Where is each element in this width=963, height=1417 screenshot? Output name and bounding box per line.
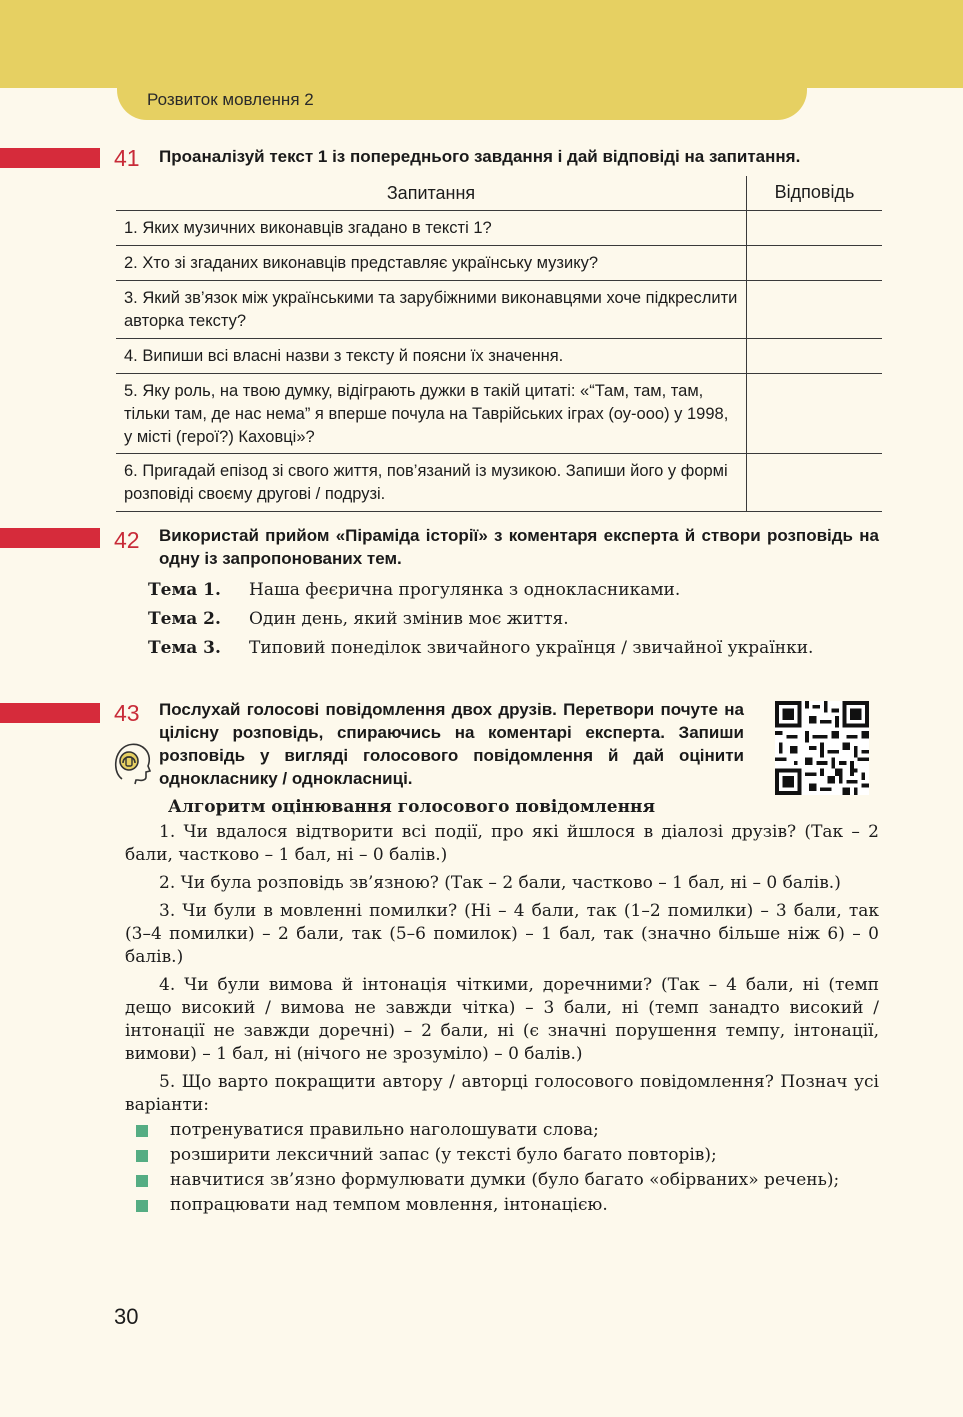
option-text: попрацювати над темпом мовлення, інтонацією. [170,1195,608,1215]
page-number: 30 [114,1304,139,1329]
criterion-item: 5. Що варто покращити автору / авторці голосового повідомлення? Познач усі варіанти: [125,1072,879,1115]
table-row [116,374,882,454]
task-43-number: 43 [114,700,140,726]
question-cell: 1. Яких музичних виконавців згадано в тексті 1? [124,219,492,237]
algorithm-body [125,821,879,1219]
headphones-icon [112,739,152,785]
answer-cell [746,454,882,511]
table-row [116,454,882,512]
bullet-square-icon [136,1125,148,1137]
option-text: навчитися зв’язно формулювати думки (було багато «обірваних» речень); [170,1170,840,1190]
questions-table [116,176,882,512]
task-42-marker [0,528,100,548]
question-cell: 4. Випиши всі власні назви з тексту й поясни їх значення. [124,347,564,365]
criterion-item: 2. Чи була розповідь зв’язною? (Так – 2 бали, частково – 1 бал, ні – 0 балів.) [159,873,841,893]
header-band [0,0,963,88]
bullet-square-icon [136,1175,148,1187]
question-cell: 3. Який зв’язок між українськими та зарубіжними виконавцями хоче підкреслити авторка тексту? [124,289,738,330]
task-43-marker [0,703,100,723]
answer-cell [746,246,882,280]
question-cell: 5. Яку роль, на твою думку, відіграють дужки в такій цитаті: «“Там, там, там, тільки там, де нас нема” я вперше почула на Таврійських іграх (оу-ооо) у 1998, у місті (герої?) Каховці»? [124,382,729,446]
options-list [125,1119,879,1217]
bullet-square-icon [136,1200,148,1212]
topic-text: Один день, який змінив моє життя. [249,609,569,629]
table-header-row [116,176,882,211]
task-41-marker [0,148,100,168]
answer-cell [746,211,882,245]
option-text: потренуватися правильно наголошувати слова; [170,1120,599,1140]
option-item [125,1169,879,1192]
option-text: розширити лексичний запас (у тексті було багато повторів); [170,1145,717,1165]
algorithm-title: Алгоритм оцінювання голосового повідомлення [168,797,656,817]
table-row [116,281,882,339]
topic-item [148,636,880,660]
table-row [116,211,882,246]
answer-cell [746,339,882,373]
task-43-title: Послухай голосові повідомлення двох друзів. Перетвори почуте на цілісну розповідь, спираючись на коментарі експерта. Запиши розповідь у вигляді голосового повідомлення й дай оцінити однокласнику / однокласниці. [159,700,744,788]
task-41-number: 41 [114,145,140,171]
topics-list [148,578,880,665]
topic-item [148,607,880,631]
option-item [125,1194,879,1217]
bullet-square-icon [136,1150,148,1162]
criterion-item: 4. Чи були вимова й інтонація чіткими, доречними? (Так – 4 бали, ні (темп дещо високий / вимова не завжди чітка) – 3 бали, ні (темп занадто високий / інтонації не завжди доречні) – 2 бали, ні (є значні порушення темпу, інтонації, вимови) – 1 бал, ні (нічого не зрозуміло) – 0 балів.) [125,975,879,1064]
task-42-number: 42 [114,527,140,553]
section-header [117,80,807,120]
task-41-title: Проаналізуй текст 1 із попереднього завдання і дай відповіді на запитання. [159,147,801,166]
topic-label: Тема 3. [148,638,221,658]
criterion-item: 1. Чи вдалося відтворити всі події, про які йшлося в діалозі друзів? (Так – 2 бали, частково – 1 бал, ні – 0 балів.) [125,822,879,865]
criterion-item: 3. Чи були в мовленні помилки? (Ні – 4 бали, так (1–2 помилки) – 3 бали, так (3–4 помилки) – 2 бали, так (5–6 помилок) – 1 бал, так (значно більше ніж 6) – 0 балів.) [125,901,879,967]
table-row [116,246,882,281]
topic-item [148,578,880,602]
question-cell: 6. Пригадай епізод зі свого життя, пов’язаний із музикою. Запиши його у формі розповіді своєму другові / подрузі. [124,462,728,503]
qr-code[interactable] [775,701,869,795]
topic-text: Типовий понеділок звичайного українця / звичайної українки. [249,638,814,658]
topic-label: Тема 2. [148,609,221,629]
answer-cell [746,374,882,453]
table-row [116,339,882,374]
column-header-question: Запитання [386,183,476,203]
task-42-title: Використай прийом «Піраміда історії» з коментаря експерта й створи розповідь на одну із запропонованих тем. [159,526,879,568]
option-item [125,1119,879,1142]
section-label: Розвиток мовлення 2 [147,90,314,109]
column-header-answer: Відповідь [746,176,882,210]
topic-label: Тема 1. [148,580,221,600]
question-cell: 2. Хто зі згаданих виконавців представляє українську музику? [124,254,599,272]
answer-cell [746,281,882,338]
topic-text: Наша феєрична прогулянка з однокласниками. [249,580,681,600]
option-item [125,1144,879,1167]
